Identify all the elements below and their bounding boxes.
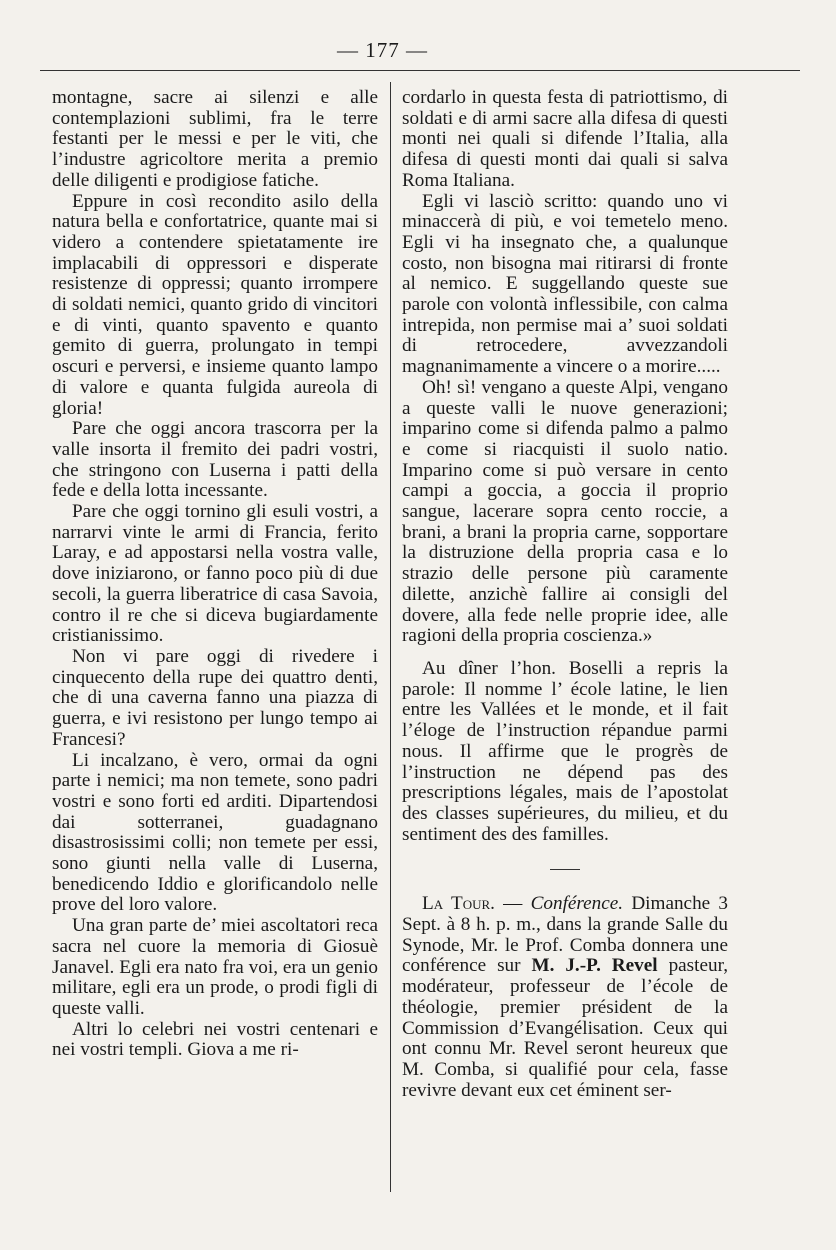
paragraph: Altri lo celebri nei vostri centenari e nei vostri templi. Giova a me ri- — [52, 1018, 378, 1061]
notice-text-1: Dimanche 3 Sept. à 8 h. p. m., dans la grande Salle du Synode, Mr. le Prof. Comba donnera une conférence sur — [402, 893, 728, 977]
header-rule — [40, 70, 800, 71]
notice-dash: — — [494, 893, 531, 915]
paragraph: cordarlo in questa festa di patriottismo, di soldati e di armi sacre alla difesa di questi monti nei quali si difende l’Italia, alla difesa di questi monti dai quali si salva Roma Italiana. — [402, 87, 728, 191]
page-number: — 177 — — [337, 38, 428, 62]
left-column — [52, 88, 378, 1061]
paragraph: Au dîner l’hon. Boselli a repris la parole: Il nomme l’ école latine, le lien entre les Vallées et le monde, et il fait l’éloge de l’instruction répandue parmi nous. Il affirme que le progrès de l’instruction ne dépend pas des prescriptions légales, mais de l’apostolat des classes supérieures, du milieu, et du sentiment des des familles. — [402, 657, 728, 845]
notice-place: La Tour. — [422, 893, 495, 915]
news-notice — [402, 894, 728, 1101]
paragraph: Oh! sì! vengano a queste Alpi, vengano a queste valli le nuove generazioni; imparino come si difenda palmo a palmo e come si riacquisti il suolo natio. Imparino come si può versare in cento campi a goccia, a goccia il proprio sangue, lacerare sopra cento roccie, a brani, a brani la propria carne, sopportare la distruzione della propria casa e lo strazio delle persone più caramente dilette, anzichè fallire ai consigli del dovere, alla fede nelle proprie idee, alle ragioni della propria coscienza.» — [402, 376, 728, 647]
section-divider — [550, 869, 580, 870]
paragraph: Egli vi lasciò scritto: quando uno vi minaccerà di più, e voi temetelo meno. Egli vi ha insegnato che, a qualunque costo, non bisogna mai ritirarsi di fronte al nemico. E suggellando queste sue parole con volontà inflessibile, con calma intrepida, non permise mai a’ suoi soldati di retrocedere, avvezzandoli magnanimamente a vincere o a morire..... — [402, 190, 728, 378]
notice-text-2: pasteur, modérateur, professeur de l’école de théologie, premier président de la Commission d’Evangélisation. Ceux qui ont connu Mr. Revel seront heureux que M. Comba, si qualifié pour cela, fasse revivre devant eux cet éminent ser- — [402, 955, 729, 1101]
paragraph: Una gran parte de’ miei ascoltatori reca sacra nel cuore la memoria di Giosuè Janavel. Egli era nato fra voi, era un genio militare, egli era un prode, o prodi figli di queste valli. — [52, 915, 378, 1019]
paragraph: Pare che oggi tornino gli esuli vostri, a narrarvi vinte le armi di Francia, ferito Laray, e ad appostarsi nella vostra valle, dove iniziarono, or fanno poco più di due secoli, la guerra liberatrice di casa Savoia, contro il re che si diceva bugiardamente cristianissimo. — [52, 501, 378, 647]
column-divider — [390, 82, 391, 1192]
notice-name: M. J.-P. Revel — [531, 955, 658, 977]
paragraph: Non vi pare oggi di rivedere i cinquecento della rupe dei quattro denti, che di una caverna fanno una piazza di guerra, e ivi resistono per lungo tempo ai Francesi? — [52, 645, 378, 750]
right-column — [402, 88, 728, 1101]
paragraph: Pare che oggi ancora trascorra per la valle insorta il fremito dei padri vostri, che stringono con Luserna i patti della fede e della lotta incessante. — [52, 418, 378, 502]
paragraph: Eppure in così recondito asilo della natura bella e confortatrice, quante mai si videro a contendere spietatamente ire implacabili di oppressori e disperate resistenze di oppressi; quanto irrompere di soldati nemici, quanto grido di vincitori e di vinti, quanto spavento e quanto gemito di guerra, prolungato in tempi oscuri e perversi, e insieme quanto lampo di valore e quanta fulgida aureola di gloria! — [52, 190, 378, 419]
notice-heading: Conférence. — [530, 893, 624, 915]
paragraph: montagne, sacre ai silenzi e alle contemplazioni sublimi, fra le terre festanti per le messi e per le viti, che l’industre agricoltore merita a premio delle diligenti e prodigiose fatiche. — [52, 87, 378, 191]
paragraph: Li incalzano, è vero, ormai da ogni parte i nemici; ma non temete, sono padri vostri e sono forti ed arditi. Dipartendosi dai sotterranei, guadagnano disastrosissimi colli; non temete per essi, sono giunti nella valle di Luserna, benedicendo Iddio e glorificandolo nelle prove del loro valore. — [52, 749, 378, 916]
